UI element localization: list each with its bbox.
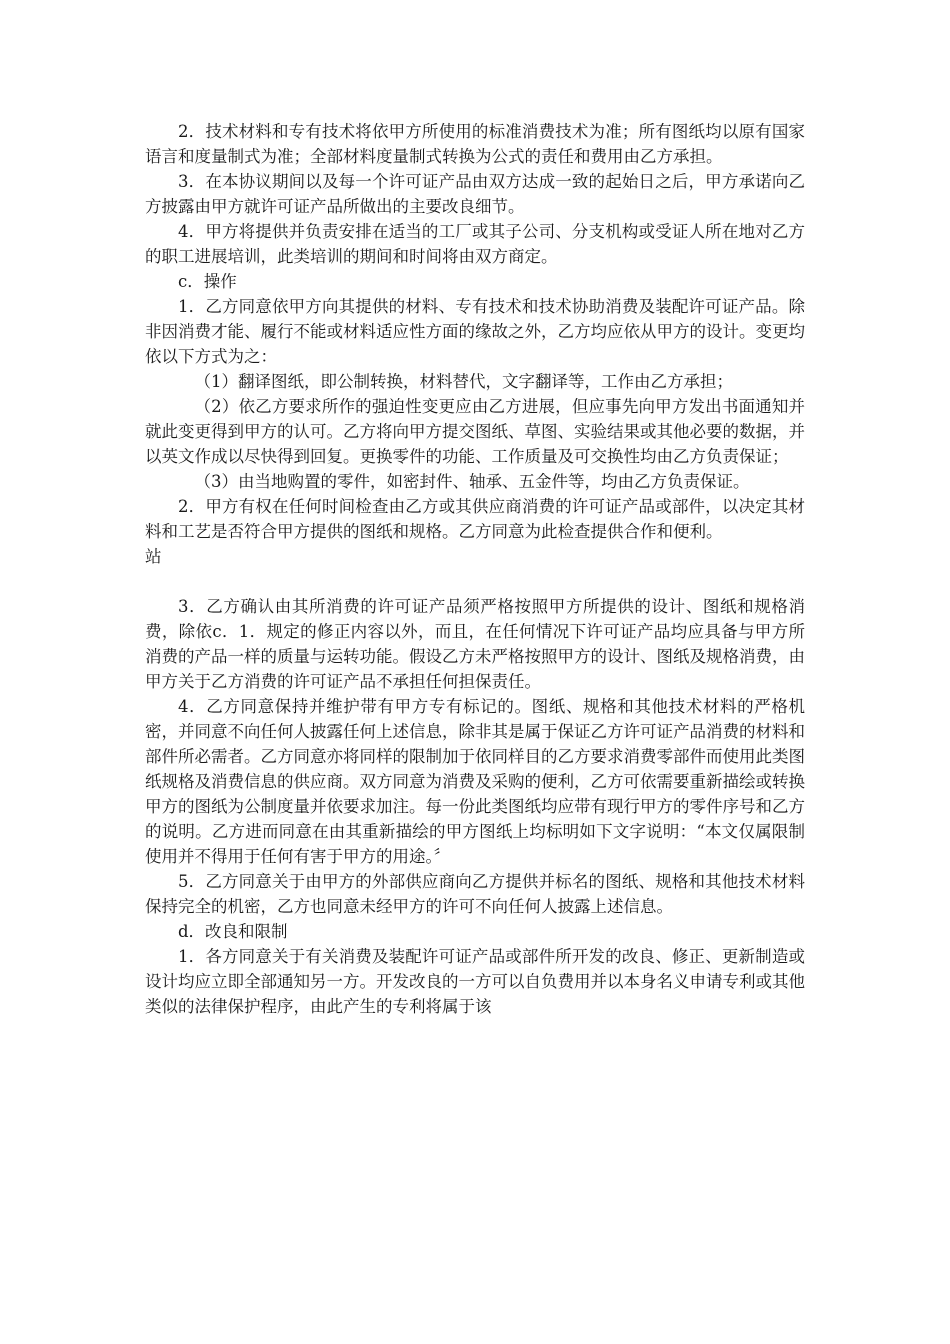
stray-character: 站 bbox=[145, 547, 162, 566]
document-page bbox=[145, 119, 805, 1019]
paragraph-improvement-disclosure: 3．在本协议期间以及每一个许可证产品由双方达成一致的起始日之后，甲方承诺向乙方披露由甲方就许可证产品所做出的主要改良细节。 bbox=[145, 172, 805, 216]
paragraph-operation-1: 1．乙方同意依甲方向其提供的材料、专有技术和技术协助消费及装配许可证产品。除非因消费才能、履行不能或材料适应性方面的缘故之外，乙方均应依从甲方的设计。变更均依以下方式为之： bbox=[145, 297, 805, 366]
paragraph-improvements-1: 1．各方同意关于有关消费及装配许可证产品或部件所开发的改良、修正、更新制造或设计均应立即全部通知另一方。开发改良的一方可以自负费用并以本身名义申请专利或其他类似的法律保护程序，由此产生的专利将属于该 bbox=[145, 947, 805, 1016]
paragraph-operation-1-item-2: （2）依乙方要求所作的强迫性变更应由乙方进展，但应事先向甲方发出书面通知并就此变更得到甲方的认可。乙方将向甲方提交图纸、草图、实验结果或其他必要的数据，并以英文作成以尽快得到回复。更换零件的功能、工作质量及可交换性均由乙方负责保证； bbox=[145, 397, 805, 466]
paragraph-operation-5: 5．乙方同意关于由甲方的外部供应商向乙方提供并标名的图纸、规格和其他技术材料保持完全的机密，乙方也同意未经甲方的许可不向任何人披露上述信息。 bbox=[145, 872, 805, 916]
paragraph-operation-1-item-1: （1）翻译图纸，即公制转换，材料替代，文字翻译等，工作由乙方承担； bbox=[194, 372, 733, 391]
paragraph-operation-3: 3．乙方确认由其所消费的许可证产品须严格按照甲方所提供的设计、图纸和规格消费，除依c．1．规定的修正内容以外，而且，在任何情况下许可证产品均应具备与甲方所消费的产品一样的质量与运转功能。假设乙方未严格按照甲方的设计、图纸及规格消费，由甲方关于乙方消费的许可证产品不承担任何担保责任。 bbox=[145, 597, 805, 691]
section-heading-improvements: d．改良和限制 bbox=[178, 922, 288, 941]
blank-line bbox=[145, 569, 805, 594]
paragraph-tech-materials: 2．技术材料和专有技术将依甲方所使用的标准消费技术为准；所有图纸均以原有国家语言和度量制式为准；全部材料度量制式转换为公式的责任和费用由乙方承担。 bbox=[145, 122, 805, 166]
paragraph-training: 4．甲方将提供并负责安排在适当的工厂或其子公司、分支机构或受证人所在地对乙方的职工进展培训，此类培训的期间和时间将由双方商定。 bbox=[145, 222, 805, 266]
paragraph-operation-2: 2．甲方有权在任何时间检查由乙方或其供应商消费的许可证产品或部件，以决定其材料和工艺是否符合甲方提供的图纸和规格。乙方同意为此检查提供合作和便利。 bbox=[145, 497, 805, 541]
section-heading-operation: c．操作 bbox=[178, 272, 237, 291]
paragraph-operation-1-item-3: （3）由当地购置的零件，如密封件、轴承、五金件等，均由乙方负责保证。 bbox=[194, 472, 750, 491]
paragraph-operation-4: 4．乙方同意保持并维护带有甲方专有标记的。图纸、规格和其他技术材料的严格机密，并同意不向任何人披露任何上述信息，除非其是属于保证乙方许可证产品消费的材料和部件所必需者。乙方同意亦将同样的限制加于依同样目的乙方要求消费零部件而使用此类图纸规格及消费信息的供应商。双方同意为消费及采购的便利，乙方可依需要重新描绘或转换甲方的图纸为公制度量并依要求加注。每一份此类图纸均应带有现行甲方的零件序号和乙方的说明。乙方进而同意在由其重新描绘的甲方图纸上均标明如下文字说明：“本文仅属限制使用并不得用于任何有害于甲方的用途。〞 bbox=[145, 697, 805, 866]
